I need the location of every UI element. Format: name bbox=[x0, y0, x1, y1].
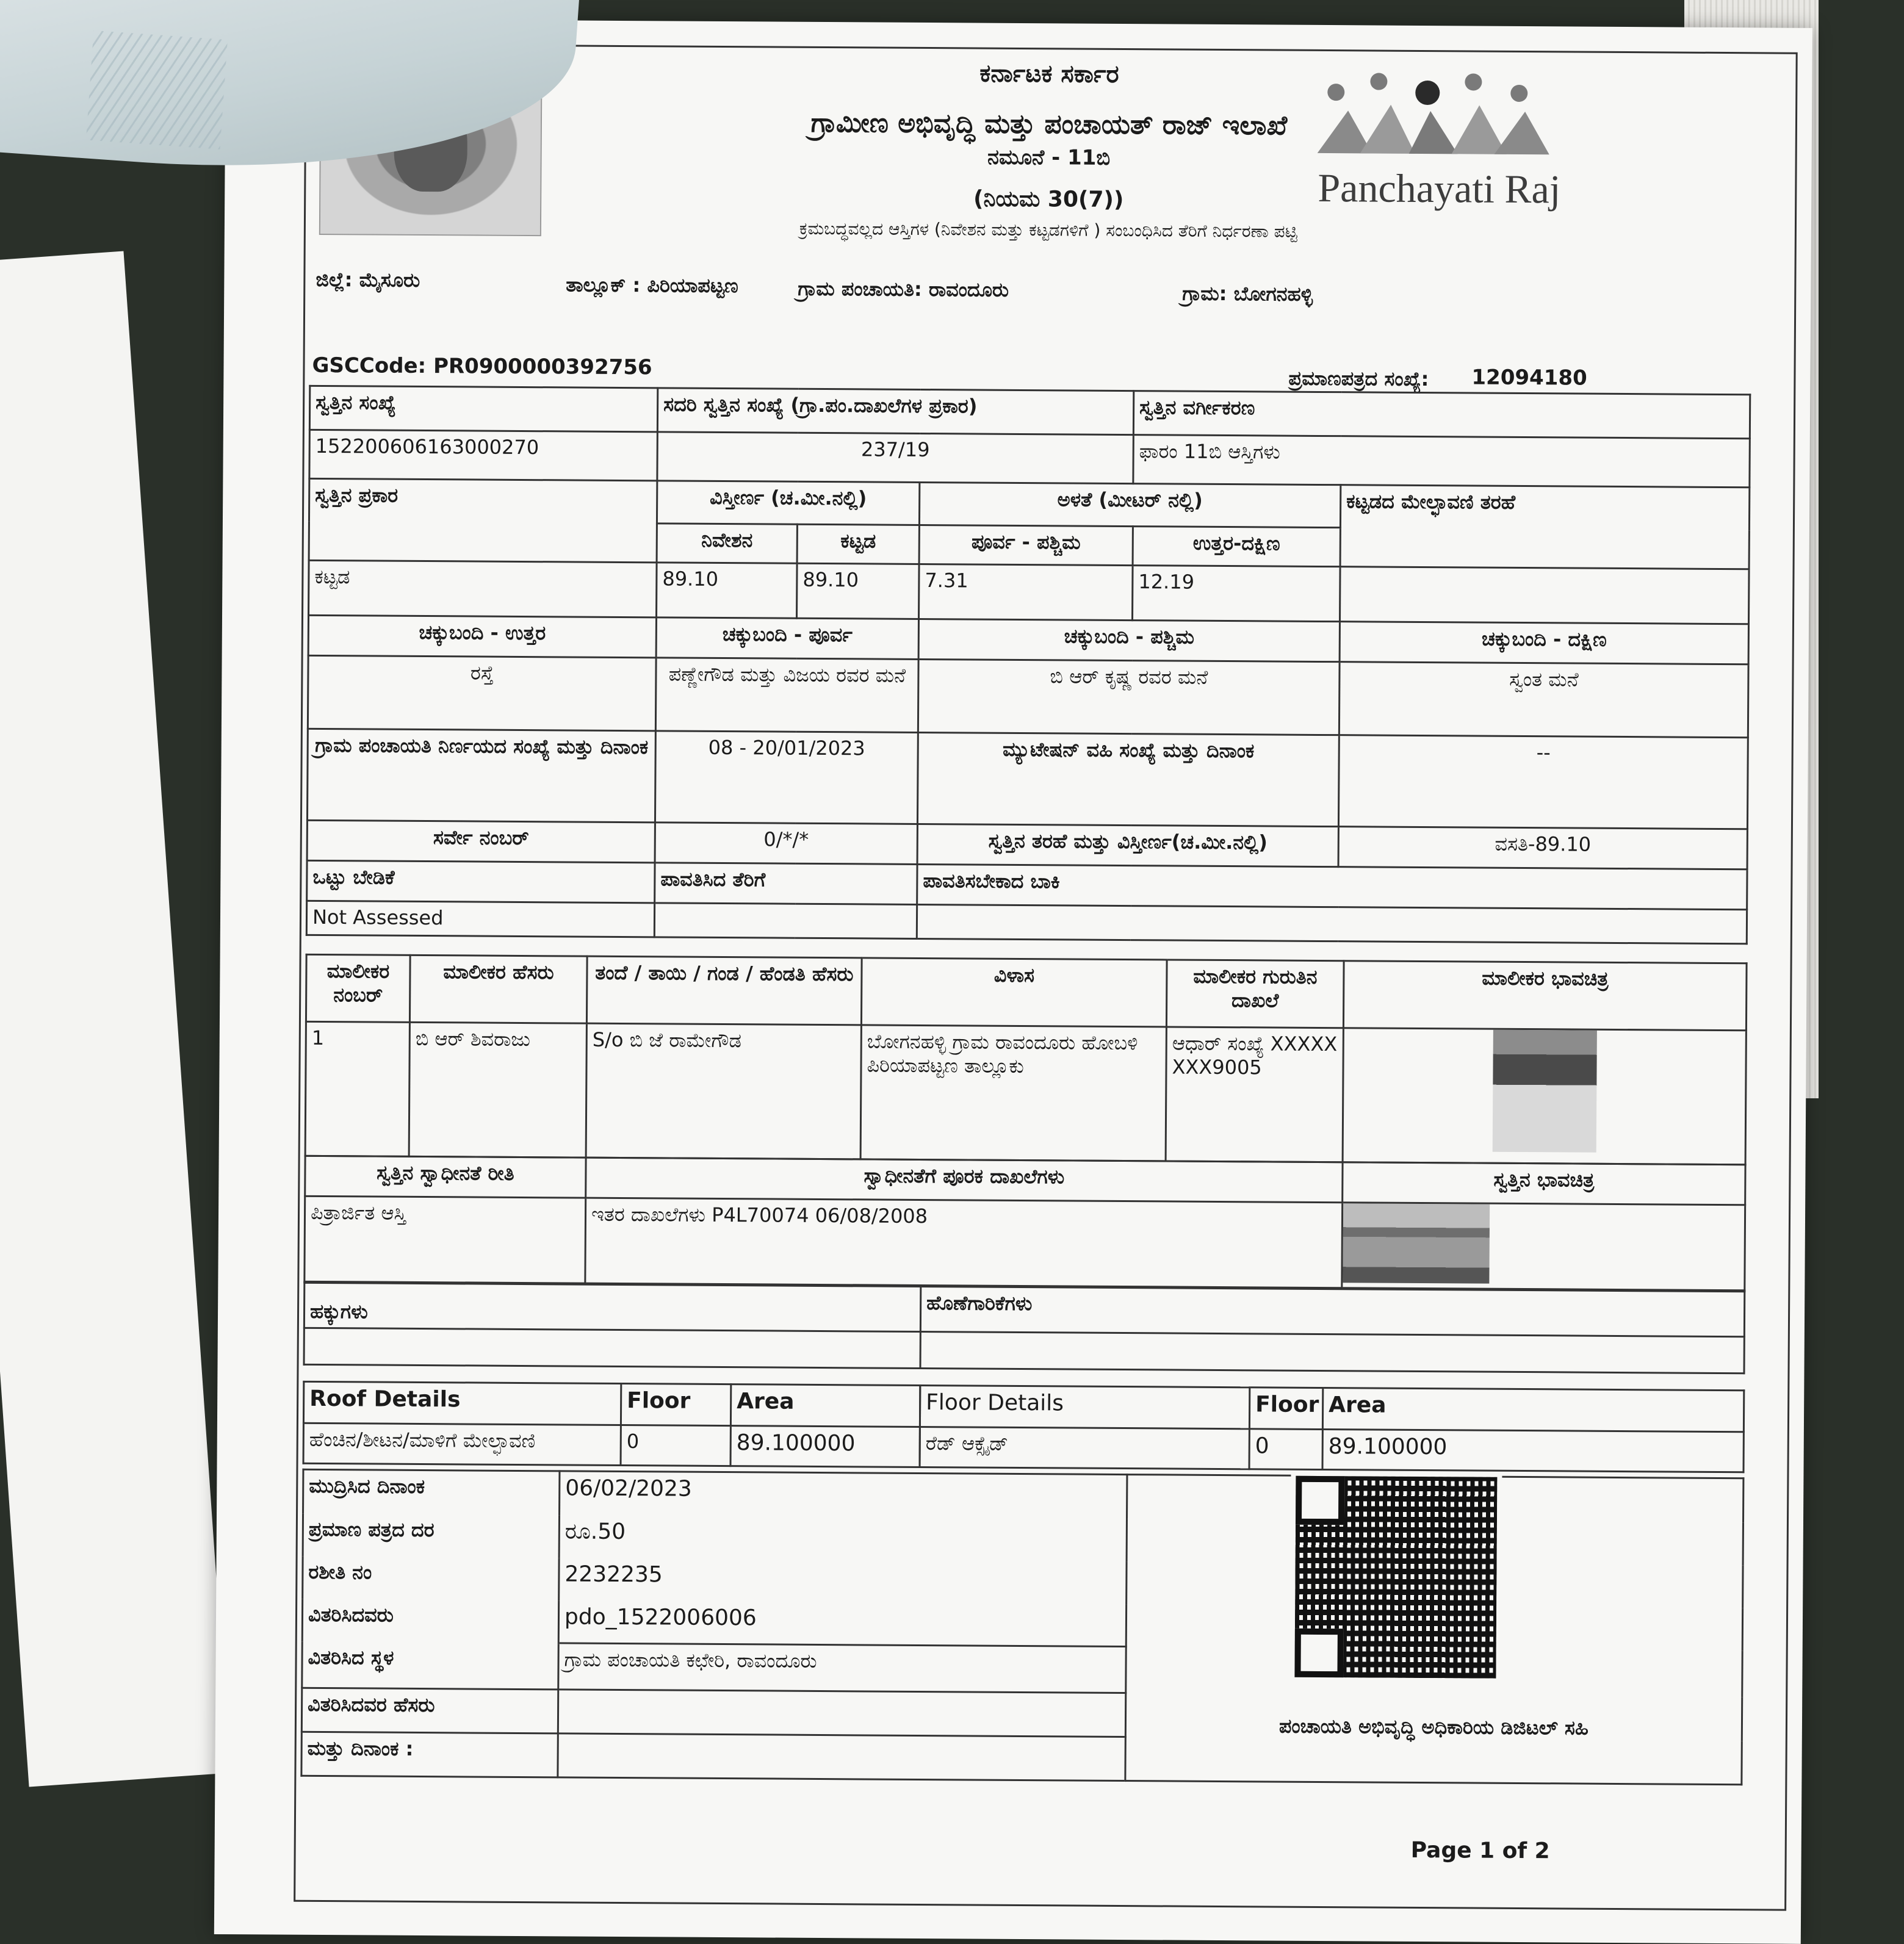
issue-date-label: ಮತ್ತು ದಿನಾಂಕ : bbox=[301, 1732, 558, 1777]
taluk: ತಾಲ್ಲೂಕ್ : ಪಿರಿಯಾಪಟ್ಟಣ bbox=[566, 273, 738, 298]
roof-details-title: Roof Details bbox=[303, 1381, 621, 1425]
acquisition-method-value: ಪಿತ್ರಾರ್ಜಿತ ಆಸ್ತಿ bbox=[305, 1196, 586, 1283]
roof-floor-header: Floor bbox=[621, 1383, 730, 1425]
survey-number-label: ಸರ್ವೇ ನಂಬರ್ bbox=[307, 820, 655, 862]
property-photo-cell bbox=[1342, 1203, 1745, 1291]
rights-label: ಹಕ್ಕುಗಳು bbox=[304, 1283, 920, 1331]
acquisition-docs-value: ಇತರ ದಾಖಲೆಗಳು P4L70074 06/08/2008 bbox=[585, 1198, 1343, 1288]
rule-number: (ನಿಯಮ 30(7)) bbox=[973, 186, 1124, 212]
mutation-value: -- bbox=[1338, 735, 1748, 829]
property-photo bbox=[1343, 1203, 1490, 1283]
classification-value: ಫಾರಂ 11ಬಿ ಆಸ್ತಿಗಳು bbox=[1133, 435, 1750, 488]
issuer-value: pdo_1522006006 bbox=[558, 1600, 1126, 1647]
certificate-number: 12094180 bbox=[1471, 365, 1587, 391]
liabilities-label: ಹೊಣೆಗಾರಿಕೆಗಳು bbox=[920, 1286, 1744, 1336]
total-demand-value: Not Assessed bbox=[306, 901, 654, 937]
page-number: Page 1 of 2 bbox=[1410, 1837, 1550, 1864]
boundary-north-value: ರಸ್ತೆ bbox=[308, 655, 656, 730]
property-photo-label: ಸ್ವತ್ತಿನ ಭಾವಚಿತ್ರ bbox=[1343, 1162, 1745, 1205]
fee-value: ರೂ.50 bbox=[559, 1515, 1127, 1561]
area-label: ವಿಸ್ತೀರ್ಣ (ಚ.ಮೀ.ನಲ್ಲಿ) bbox=[657, 481, 919, 525]
total-demand-label: ಒಟ್ಟು ಬೇಡಿಕೆ bbox=[307, 860, 655, 902]
rights-value bbox=[304, 1328, 920, 1368]
certificate-number-label: ಪ್ರಮಾಣಪತ್ರದ ಸಂಖ್ಯೆ: bbox=[1288, 366, 1429, 391]
department-title: ಗ್ರಾಮೀಣ ಅಭಿವೃದ್ಧಿ ಮತ್ತು ಪಂಚಾಯತ್ ರಾಜ್ ಇಲಾಖೆ bbox=[810, 107, 1288, 142]
owner-table bbox=[305, 954, 1748, 1165]
building-label: ಕಟ್ಟಡ bbox=[797, 524, 919, 564]
floor-details-table bbox=[919, 1384, 1745, 1473]
owner-photo-cell bbox=[1343, 1028, 1746, 1165]
boundary-north-label: ಚಕ್ಕುಬಂದಿ - ಉತ್ತರ bbox=[308, 615, 656, 657]
village: ಗ್ರಾಮ: ಬೋಗನಹಳ್ಳಿ bbox=[1182, 281, 1313, 306]
roof-details-table bbox=[303, 1381, 921, 1468]
form-subtitle: ಕ್ರಮಬದ್ಧವಲ್ಲದ ಆಸ್ತಿಗಳ (ನಿವೇಶನ ಮತ್ತು ಕಟ್ಟಡಗಳಿಗೆ ) ಸಂಬಂಧಿಸಿದ ತೆರಿಗೆ ನಿರ್ಧರಣಾ ಪಟ್ಟಿ bbox=[799, 218, 1298, 242]
site-label: ನಿವೇಶನ bbox=[657, 524, 797, 563]
balance-due-label: ಪಾವತಿಸಬೇಕಾದ ಬಾಕಿ bbox=[917, 864, 1747, 909]
form-number: ನಮೂನೆ - 11ಬಿ bbox=[987, 145, 1111, 170]
document-sheet bbox=[214, 18, 1812, 1944]
survey-number-value: 0/*/* bbox=[655, 823, 917, 865]
owner-relation: S/o ಬಿ ಜೆ ರಾಮೇಗೌಡ bbox=[586, 1023, 861, 1159]
sadara-number-value: 237/19 bbox=[657, 432, 1133, 484]
balance-due-value bbox=[917, 904, 1747, 943]
fee-label: ಪ್ರಮಾಣ ಪತ್ರದ ದರ bbox=[303, 1513, 559, 1558]
boundary-east-value: ಪಣ್ಣೇಗೌಡ ಮತ್ತು ವಿಜಯ ರವರ ಮನೆ bbox=[655, 658, 918, 733]
receipt-value: 2232235 bbox=[559, 1558, 1127, 1604]
floor-area-value: 89.100000 bbox=[1322, 1430, 1744, 1472]
logo-text: Panchayati Raj bbox=[1318, 165, 1561, 212]
property-id-value: 152200606163000270 bbox=[309, 430, 657, 480]
receipt-label: ರಶೀತಿ ನಂ bbox=[303, 1556, 559, 1600]
issue-table bbox=[300, 1469, 1744, 1785]
owner-address-header: ವಿಳಾಸ bbox=[861, 958, 1167, 1027]
building-area-value: 89.10 bbox=[797, 563, 920, 619]
printed-date-value: 06/02/2023 bbox=[560, 1471, 1127, 1519]
boundary-west-label: ಚಕ್ಕುಬಂದಿ - ಪಶ್ಚಿಮ bbox=[918, 619, 1340, 661]
owner-name-header: ಮಾಲೀಕರ ಹೆಸರು bbox=[409, 955, 587, 1023]
resolution-label: ಗ್ರಾಮ ಪಂಚಾಯತಿ ನಿರ್ಣಯದ ಸಂಖ್ಯೆ ಮತ್ತು ದಿನಾಂಕ bbox=[307, 729, 655, 822]
owner-address: ಬೋಗನಹಳ್ಳಿ ಗ್ರಾಮ ರಾವಂದೂರು ಹೋಬಳಿ ಪಿರಿಯಾಪಟ್ಟಣ ತಾಲ್ಲೂಕು bbox=[860, 1025, 1166, 1161]
boundary-east-label: ಚಕ್ಕುಬಂದಿ - ಪೂರ್ವ bbox=[656, 617, 918, 660]
type-area-value: ವಸತಿ-89.10 bbox=[1338, 827, 1747, 869]
rights-table bbox=[303, 1282, 1746, 1374]
roof-type-value bbox=[1340, 567, 1750, 624]
type-area-label: ಸ್ವತ್ತಿನ ತರಹೆ ಮತ್ತು ವಿಸ್ತೀರ್ಣ(ಚ.ಮೀ.ನಲ್ಲಿ) bbox=[917, 824, 1338, 866]
issuer-name-value bbox=[558, 1690, 1125, 1737]
roof-area-header: Area bbox=[730, 1384, 920, 1427]
floor-type-value: ರೆಡ್ ಆಕ್ಸೈಡ್ bbox=[920, 1427, 1249, 1469]
floor-floor-value: 0 bbox=[1249, 1429, 1322, 1470]
people-icon bbox=[1311, 68, 1568, 167]
boundary-south-value: ಸ್ವಂತ ಮನೆ bbox=[1339, 662, 1748, 738]
owner-relation-header: ತಂದೆ / ತಾಯಿ / ಗಂಡ / ಹೆಂಡತಿ ಹೆಸರು bbox=[586, 956, 862, 1025]
owner-photo-header: ಮಾಲೀಕರ ಭಾವಚಿತ್ರ bbox=[1343, 961, 1747, 1031]
issuer-name-label: ವಿತರಿಸಿದವರ ಹೆಸರು bbox=[301, 1688, 558, 1733]
gsc-code: GSCCode: PR0900000392756 bbox=[312, 353, 652, 380]
acquisition-method-label: ಸ್ವತ್ತಿನ ಸ್ವಾಧೀನತೆ ರೀತಿ bbox=[305, 1156, 586, 1198]
owner-name: ಬಿ ಆರ್ ಶಿವರಾಜು bbox=[409, 1022, 586, 1157]
acquisition-docs-label: ಸ್ವಾಧೀನತೆಗೆ ಪೂರಕ ದಾಖಲೆಗಳು bbox=[586, 1157, 1343, 1203]
digital-signature-label: ಪಂಚಾಯತಿ ಅಭಿವೃದ್ಧಿ ಅಧಿಕಾರಿಯ ಡಿಜಿಟಲ್ ಸಹಿ bbox=[1278, 1714, 1589, 1740]
property-type-label: ಸ್ವತ್ತಿನ ಪ್ರಕಾರ bbox=[309, 478, 657, 562]
acquisition-table bbox=[303, 1155, 1746, 1291]
roof-type-value: ಹೆಂಚಿನ/ಶೀಟನ/ಮಾಳಿಗೆ ಮೇಲ್ಛಾವಣಿ bbox=[303, 1423, 621, 1465]
district: ಜಿಲ್ಲೆ: ಮೈಸೂರು bbox=[316, 267, 420, 292]
north-south-value: 12.19 bbox=[1133, 566, 1341, 622]
east-west-value: 7.31 bbox=[919, 564, 1133, 620]
roof-type-label: ಕಟ್ಟಡದ ಮೇಲ್ಛಾವಣಿ ತರಹೆ bbox=[1340, 485, 1750, 569]
tax-paid-label: ಪಾವತಿಸಿದ ತೆರಿಗೆ bbox=[655, 863, 917, 905]
qr-code bbox=[1289, 1471, 1502, 1683]
owner-id-document: ಆಧಾರ್ ಸಂಖ್ಯೆ XXXXXXXX9005 bbox=[1166, 1027, 1343, 1162]
north-south-label: ಉತ್ತರ-ದಕ್ಷಿಣ bbox=[1133, 527, 1340, 567]
property-table bbox=[306, 385, 1751, 945]
mutation-label: ಮ್ಯುಟೇಷನ್ ವಹಿ ಸಂಖ್ಯೆ ಮತ್ತು ದಿನಾಂಕ bbox=[917, 732, 1339, 826]
boundary-west-value: ಬಿ ಆರ್ ಕೃಷ್ಣ ರವರ ಮನೆ bbox=[918, 659, 1340, 735]
roof-area-value: 89.100000 bbox=[730, 1426, 920, 1467]
issuer-label: ವಿತರಿಸಿದವರು bbox=[302, 1599, 558, 1643]
property-type-value: ಕಟ್ಟಡ bbox=[309, 560, 657, 617]
owner-number-header: ಮಾಲೀಕರ ನಂಬರ್ bbox=[306, 954, 410, 1022]
gram-panchayat: ಗ್ರಾಮ ಪಂಚಾಯತಿ: ರಾವಂದೂರು bbox=[798, 276, 1009, 301]
resolution-value: 08 - 20/01/2023 bbox=[655, 731, 918, 824]
boundary-south-label: ಚಕ್ಕುಬಂದಿ - ದಕ್ಷಿಣ bbox=[1340, 622, 1748, 664]
issue-place-value: ಗ್ರಾಮ ಪಂಚಾಯತಿ ಕಛೇರಿ, ರಾವಂದೂರು bbox=[558, 1643, 1126, 1693]
measurement-label: ಅಳತೆ (ಮೀಟರ್ ನಲ್ಲಿ) bbox=[919, 482, 1340, 527]
liabilities-value bbox=[920, 1331, 1744, 1373]
owner-id-header: ಮಾಲೀಕರ ಗುರುತಿನ ದಾಖಲೆ bbox=[1166, 960, 1344, 1028]
owner-photo bbox=[1492, 1030, 1596, 1153]
issue-date-value bbox=[558, 1733, 1125, 1781]
floor-floor-header: Floor bbox=[1249, 1388, 1322, 1430]
floor-area-header: Area bbox=[1322, 1388, 1744, 1432]
classification-label: ಸ್ವತ್ತಿನ ವರ್ಗೀಕರಣ bbox=[1133, 391, 1750, 439]
issue-place-label: ವಿತರಿಸಿದ ಸ್ಥಳ bbox=[302, 1641, 558, 1690]
roof-floor-value: 0 bbox=[621, 1425, 730, 1466]
tax-paid-value bbox=[654, 903, 917, 939]
underlying-paper-left bbox=[0, 251, 230, 1787]
property-id-label: ಸ್ವತ್ತಿನ ಸಂಖ್ಯೆ bbox=[309, 386, 657, 431]
printed-date-label: ಮುದ್ರಿಸಿದ ದಿನಾಂಕ bbox=[303, 1469, 560, 1515]
site-area-value: 89.10 bbox=[657, 563, 798, 618]
panchayati-raj-logo bbox=[1311, 68, 1568, 222]
east-west-label: ಪೂರ್ವ - ಪಶ್ಚಿಮ bbox=[919, 525, 1133, 565]
floor-details-title: Floor Details bbox=[920, 1385, 1249, 1428]
govt-title: ಕರ್ನಾಟಕ ಸರ್ಕಾರ bbox=[979, 59, 1119, 88]
owner-number: 1 bbox=[305, 1021, 409, 1156]
sadara-number-label: ಸದರಿ ಸ್ವತ್ತಿನ ಸಂಖ್ಯೆ (ಗ್ರಾ.ಪಂ.ದಾಖಲೆಗಳ ಪ್ರಕಾರ) bbox=[657, 388, 1133, 435]
